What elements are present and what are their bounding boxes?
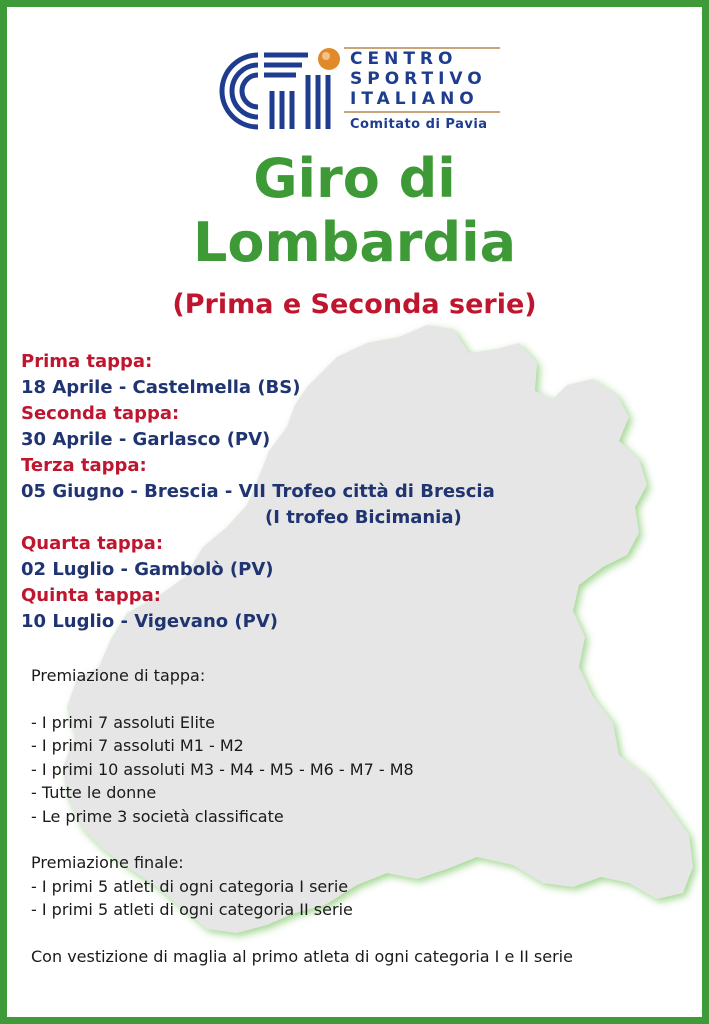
logo-line-2: SPORTIVO	[350, 69, 487, 89]
final-prizes-heading: Premiazione finale:	[31, 853, 184, 872]
stage-prize-item: - I primi 10 assoluti M3 - M4 - M5 - M6 - M7 - M8	[31, 759, 414, 779]
stage-detail: 05 Giugno - Brescia - VII Trofeo città di Brescia	[21, 481, 495, 502]
final-prize-item: - I primi 5 atleti di ogni categoria II serie	[31, 900, 353, 919]
page-title	[7, 147, 702, 275]
page-subtitle: (Prima e Seconda serie)	[172, 289, 537, 320]
stage-prize-item: - I primi 7 assoluti M1 - M2	[31, 736, 244, 755]
stage-4	[21, 531, 691, 583]
jersey-note: Con vestizione di maglia al primo atleta di ogni categoria I e II serie	[31, 946, 573, 966]
stage-1	[21, 349, 691, 401]
stage-label: Seconda tappa:	[21, 403, 180, 424]
csi-logo	[212, 45, 508, 141]
stage-detail-extra: (I trofeo Bicimania)	[265, 507, 462, 528]
prizes-section	[31, 664, 691, 968]
stage-detail: 30 Aprile - Garlasco (PV)	[21, 429, 271, 450]
stage-3	[21, 453, 691, 531]
stage-label: Prima tappa:	[21, 351, 153, 372]
stage-prizes-heading: Premiazione di tappa:	[31, 666, 206, 685]
stage-detail: 18 Aprile - Castelmella (BS)	[21, 377, 301, 398]
stage-prize-item: - Tutte le donne	[31, 783, 157, 802]
stage-2	[21, 401, 691, 453]
stage-5	[21, 583, 691, 635]
stage-label: Quinta tappa:	[21, 585, 161, 606]
csi-logo-icon	[212, 45, 344, 137]
title-line-2: Lombardia	[192, 211, 517, 274]
stage-prize-item: - I primi 7 assoluti Elite	[31, 712, 215, 732]
logo-line-3: ITALIANO	[350, 89, 479, 109]
logo-line-1: CENTRO	[350, 49, 458, 69]
final-prize-item: - I primi 5 atleti di ogni categoria I serie	[31, 876, 349, 896]
title-line-1: Giro di	[253, 147, 456, 210]
stage-label: Quarta tappa:	[21, 533, 164, 554]
csi-logo-wordmark	[350, 49, 487, 109]
stage-label: Terza tappa:	[21, 455, 147, 476]
stage-detail: 02 Luglio - Gambolò (PV)	[21, 559, 274, 580]
stage-detail: 10 Luglio - Vigevano (PV)	[21, 611, 278, 632]
stage-prize-item: - Le prime 3 società classificate	[31, 806, 284, 826]
logo-subtitle: Comitato di Pavia	[350, 117, 488, 132]
stages-list	[21, 349, 691, 635]
